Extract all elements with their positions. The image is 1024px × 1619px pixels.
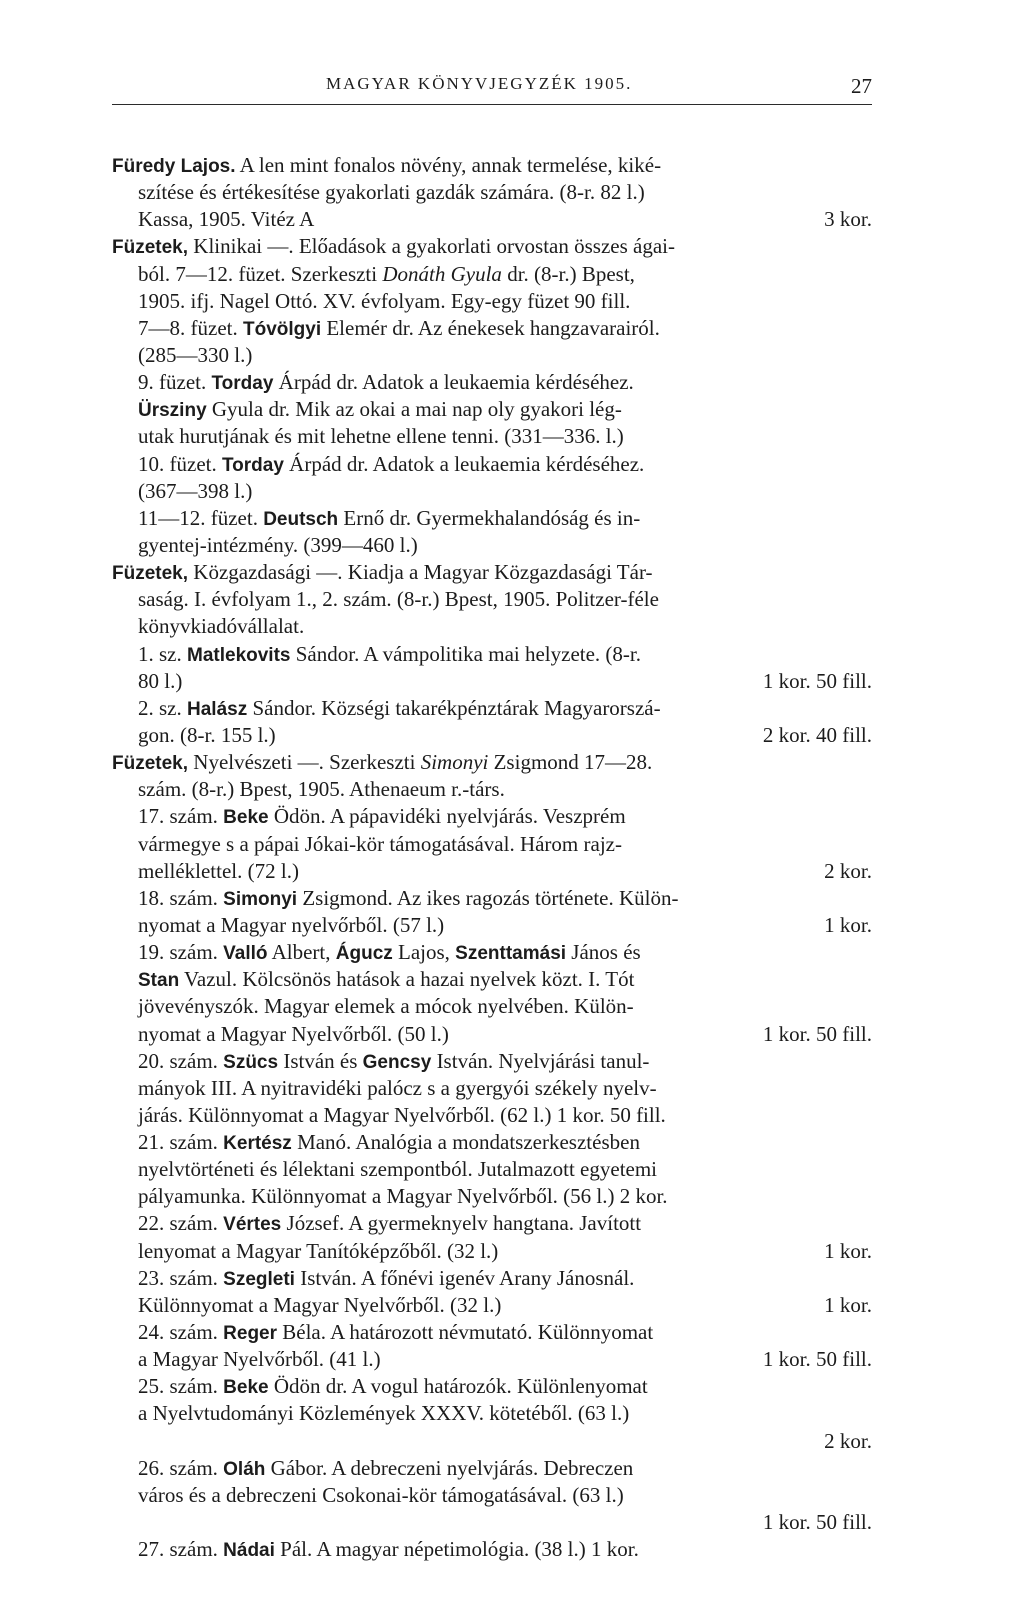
author-name: Füzetek,: [112, 237, 189, 259]
line-text: gon. (8-r. 155 l.): [138, 722, 276, 747]
editor-name: Simonyi: [420, 750, 489, 775]
line-text: Zsigmond 17—28.: [488, 750, 653, 775]
author-name: Deutsch: [263, 508, 339, 530]
line-text: József. A gyermeknyelv hangtana. Javított: [281, 1211, 642, 1236]
line-text: Zsigmond. Az ikes ragozás története. Külön-: [297, 885, 679, 910]
text-line: [112, 1183, 872, 1210]
text-line: [112, 1455, 872, 1482]
line-text: jövevényszók. Magyar elemek a mócok nyelvében. Külön-: [138, 994, 634, 1019]
line-text: 20. szám.: [138, 1048, 224, 1073]
line-text: szítése és értékesítése gyakorlati gazdák számára. (8-r. 82 l.): [138, 180, 645, 205]
price: 1 kor.: [824, 1238, 872, 1263]
price: 2 kor. 40 fill.: [762, 722, 872, 747]
text-line: [112, 1156, 872, 1183]
text-line: [112, 1238, 872, 1265]
author-name: Torday: [221, 454, 284, 476]
author-name: Valló: [223, 943, 268, 965]
text-line: [112, 885, 872, 912]
price: 1 kor.: [824, 1292, 872, 1317]
text-line: [112, 613, 872, 640]
line-text: 25. szám.: [138, 1374, 224, 1399]
line-text: a Magyar Nyelvőrből. (41 l.): [138, 1347, 381, 1372]
line-text: (367—398 l.): [138, 478, 253, 503]
line-text: István és: [278, 1048, 363, 1073]
text-line: [112, 749, 872, 776]
line-text: 11—12. füzet.: [138, 505, 264, 530]
text-line: [112, 478, 872, 505]
price: 1 kor. 50 fill.: [762, 1021, 872, 1046]
text-line: [112, 233, 872, 260]
editor-name: Donáth Gyula: [382, 261, 502, 286]
line-text: 9. füzet.: [138, 370, 212, 395]
line-text: város és a debreczeni Csokonai-kör támogatásával. (63 l.): [138, 1482, 624, 1507]
text-line: [112, 1021, 872, 1048]
line-text: Manó. Analógia a mondatszerkesztésben: [291, 1130, 640, 1155]
price: 1 kor. 50 fill.: [762, 668, 872, 693]
line-text: utak hurutjának és mit lehetne ellene tenni. (331—336. l.): [138, 424, 624, 449]
line-text: 27. szám.: [138, 1537, 224, 1562]
author-name: Szegleti: [223, 1268, 295, 1290]
author-name: Oláh: [223, 1458, 266, 1480]
text-line: [112, 1210, 872, 1237]
header-rule: [112, 104, 872, 105]
author-name: Águcz: [335, 943, 393, 965]
text-line: [112, 1048, 872, 1075]
text-line: [112, 695, 872, 722]
line-text: 1. sz.: [138, 641, 187, 666]
line-text: 1905. ifj. Nagel Ottó. XV. évfolyam. Egy-egy füzet 90 fill.: [138, 288, 631, 313]
line-text: 10. füzet.: [138, 451, 222, 476]
line-text: Béla. A határozott névmutató. Különnyomat: [277, 1320, 654, 1345]
line-text: nyomat a Magyar nyelvőrből. (57 l.): [138, 912, 445, 937]
line-text: 24. szám.: [138, 1320, 224, 1345]
author-name: Beke: [223, 807, 269, 829]
line-text: pályamunka. Különnyomat a Magyar Nyelvőrből. (56 l.) 2 kor.: [138, 1184, 668, 1209]
price: 1 kor. 50 fill.: [762, 1347, 872, 1372]
line-text: dr. (8-r.) Bpest,: [501, 261, 635, 286]
author-name: Reger: [223, 1323, 278, 1345]
line-text: Gábor. A debreczeni nyelvjárás. Debreczen: [265, 1455, 634, 1480]
price: 1 kor. 50 fill.: [762, 1510, 872, 1535]
line-text: Lajos,: [392, 940, 456, 965]
text-line: [112, 803, 872, 830]
text-line: [112, 1400, 872, 1427]
author-name: Füzetek,: [112, 753, 189, 775]
line-text: könyvkiadóvállalat.: [138, 614, 305, 639]
line-text: Ödön. A pápavidéki nyelvjárás. Veszprém: [268, 804, 626, 829]
text-line: [112, 1292, 872, 1319]
author-name: Torday: [211, 373, 274, 395]
text-line: [112, 1346, 872, 1373]
author-name: Szücs: [223, 1051, 279, 1073]
line-text: mányok III. A nyitravidéki palócz s a gyergyói székely nyelv-: [138, 1075, 657, 1100]
text-line: [112, 641, 872, 668]
text-line: [112, 1265, 872, 1292]
text-line: [112, 559, 872, 586]
author-name: Füredy Lajos.: [112, 156, 236, 177]
line-text: 17. szám.: [138, 804, 224, 829]
text-line: [112, 342, 872, 369]
line-text: Gyula dr. Mik az okai a mai nap oly gyakori lég-: [206, 397, 622, 422]
text-line: [112, 722, 872, 749]
line-text: 23. szám.: [138, 1265, 224, 1290]
price: 3 kor.: [824, 207, 872, 232]
text-line: [112, 939, 872, 966]
text-line: [112, 505, 872, 532]
line-text: nyomat a Magyar Nyelvőrből. (50 l.): [138, 1021, 449, 1046]
line-text: Pál. A magyar népetimológia. (38 l.) 1 kor.: [274, 1537, 639, 1562]
running-head: MAGYAR KÖNYVJEGYZÉK 1905.: [326, 74, 633, 93]
text-line: [112, 396, 872, 423]
text-line: [112, 1482, 872, 1509]
catalogue-entries: [112, 152, 872, 1563]
text-line: [112, 423, 872, 450]
author-name: Ürsziny: [138, 400, 207, 422]
price: 1 kor.: [824, 912, 872, 937]
line-text: Vazul. Kölcsönös hatások a hazai nyelvek közt. I. Tót: [179, 967, 635, 992]
text-line: [112, 1075, 872, 1102]
text-line: [112, 1428, 872, 1455]
line-text: 18. szám.: [138, 885, 224, 910]
text-line: [112, 451, 872, 478]
text-line: [112, 858, 872, 885]
text-line: [112, 966, 872, 993]
line-text: Klinikai —. Előadások a gyakorlati orvostan összes ágai-: [188, 234, 675, 259]
text-line: [112, 1509, 872, 1536]
line-text: 22. szám.: [138, 1211, 224, 1236]
text-line: [112, 288, 872, 315]
author-name: Stan: [138, 970, 180, 992]
price: 2 kor.: [824, 858, 872, 883]
text-line: [112, 912, 872, 939]
line-text: Elemér dr. Az énekesek hangzavarairól.: [321, 315, 660, 340]
line-text: Közgazdasági —. Kiadja a Magyar Közgazdasági Tár-: [188, 560, 653, 585]
text-line: [112, 261, 872, 288]
line-text: melléklettel. (72 l.): [138, 858, 299, 883]
text-line: [112, 532, 872, 559]
author-name: Beke: [223, 1377, 269, 1399]
line-text: 7—8. füzet.: [138, 315, 243, 340]
line-text: Árpád dr. Adatok a leukaemia kérdéséhez.: [283, 451, 645, 476]
author-name: Füzetek,: [112, 563, 189, 585]
text-line: [112, 206, 872, 233]
line-text: szám. (8-r.) Bpest, 1905. Athenaeum r.-társ.: [138, 777, 505, 802]
line-text: Árpád dr. Adatok a leukaemia kérdéséhez.: [273, 370, 634, 395]
text-line: [112, 1129, 872, 1156]
line-text: vármegye s a pápai Jókai-kör támogatásával. Három rajz-: [138, 831, 622, 856]
line-text: saság. I. évfolyam 1., 2. szám. (8-r.) Bpest, 1905. Politzer-féle: [138, 587, 659, 612]
line-text: járás. Különnyomat a Magyar Nyelvőrből. (62 l.) 1 kor. 50 fill.: [138, 1102, 666, 1127]
price: 2 kor.: [824, 1428, 872, 1453]
text-line: [112, 1319, 872, 1346]
author-name: Tóvölgyi: [242, 318, 322, 340]
line-text: a Nyelvtudományi Közlemények XXXV. kötetéből. (63 l.): [138, 1401, 630, 1426]
text-line: [112, 993, 872, 1020]
author-name: Halász: [187, 698, 248, 720]
text-line: [112, 315, 872, 342]
line-text: Ödön dr. A vogul határozók. Különlenyomat: [268, 1374, 648, 1399]
line-text: ból. 7—12. füzet. Szerkeszti: [138, 261, 383, 286]
line-text: István. Nyelvjárási tanul-: [431, 1048, 650, 1073]
author-name: Nádai: [223, 1540, 275, 1562]
author-name: Matlekovits: [187, 644, 291, 666]
line-text: Sándor. A vámpolitika mai helyzete. (8-r.: [290, 641, 641, 666]
author-name: Szenttamási: [455, 943, 567, 965]
author-name: Gencsy: [362, 1051, 432, 1073]
text-line: [112, 586, 872, 613]
text-line: [112, 152, 872, 179]
author-name: Simonyi: [223, 888, 298, 910]
line-text: 21. szám.: [138, 1130, 224, 1155]
text-line: [112, 1536, 872, 1563]
author-name: Kertész: [223, 1133, 292, 1155]
text-line: [112, 776, 872, 803]
line-text: gyentej-intézmény. (399—460 l.): [138, 532, 418, 557]
line-text: 80 l.): [138, 668, 183, 693]
text-line: [112, 1373, 872, 1400]
text-line: [112, 668, 872, 695]
line-text: János és: [566, 940, 641, 965]
line-text: 19. szám.: [138, 940, 224, 965]
line-text: (285—330 l.): [138, 342, 253, 367]
text-line: [112, 1102, 872, 1129]
line-text: Ernő dr. Gyermekhalandóság és in-: [338, 505, 641, 530]
text-line: [112, 369, 872, 396]
line-text: 26. szám.: [138, 1455, 224, 1480]
line-text: A len mint fonalos növény, annak termelése, kiké-: [235, 153, 662, 177]
line-text: Nyelvészeti —. Szerkeszti: [188, 750, 421, 775]
page-number: 27: [851, 74, 872, 98]
line-text: Albert,: [267, 940, 336, 965]
text-line: [112, 831, 872, 858]
line-text: Különnyomat a Magyar Nyelvőrből. (32 l.): [138, 1292, 502, 1317]
line-text: 2. sz.: [138, 695, 187, 720]
text-line: [112, 179, 872, 206]
author-name: Vértes: [223, 1214, 282, 1236]
line-text: Kassa, 1905. Vitéz A: [138, 207, 315, 232]
line-text: Sándor. Községi takarékpénztárak Magyarorszá-: [247, 695, 661, 720]
line-text: lenyomat a Magyar Tanítóképzőből. (32 l.): [138, 1238, 499, 1263]
line-text: nyelvtörténeti és lélektani szempontból. Jutalmazott egyetemi: [138, 1157, 658, 1182]
line-text: István. A főnévi igenév Arany Jánosnál.: [294, 1265, 635, 1290]
page-header: [112, 74, 872, 102]
